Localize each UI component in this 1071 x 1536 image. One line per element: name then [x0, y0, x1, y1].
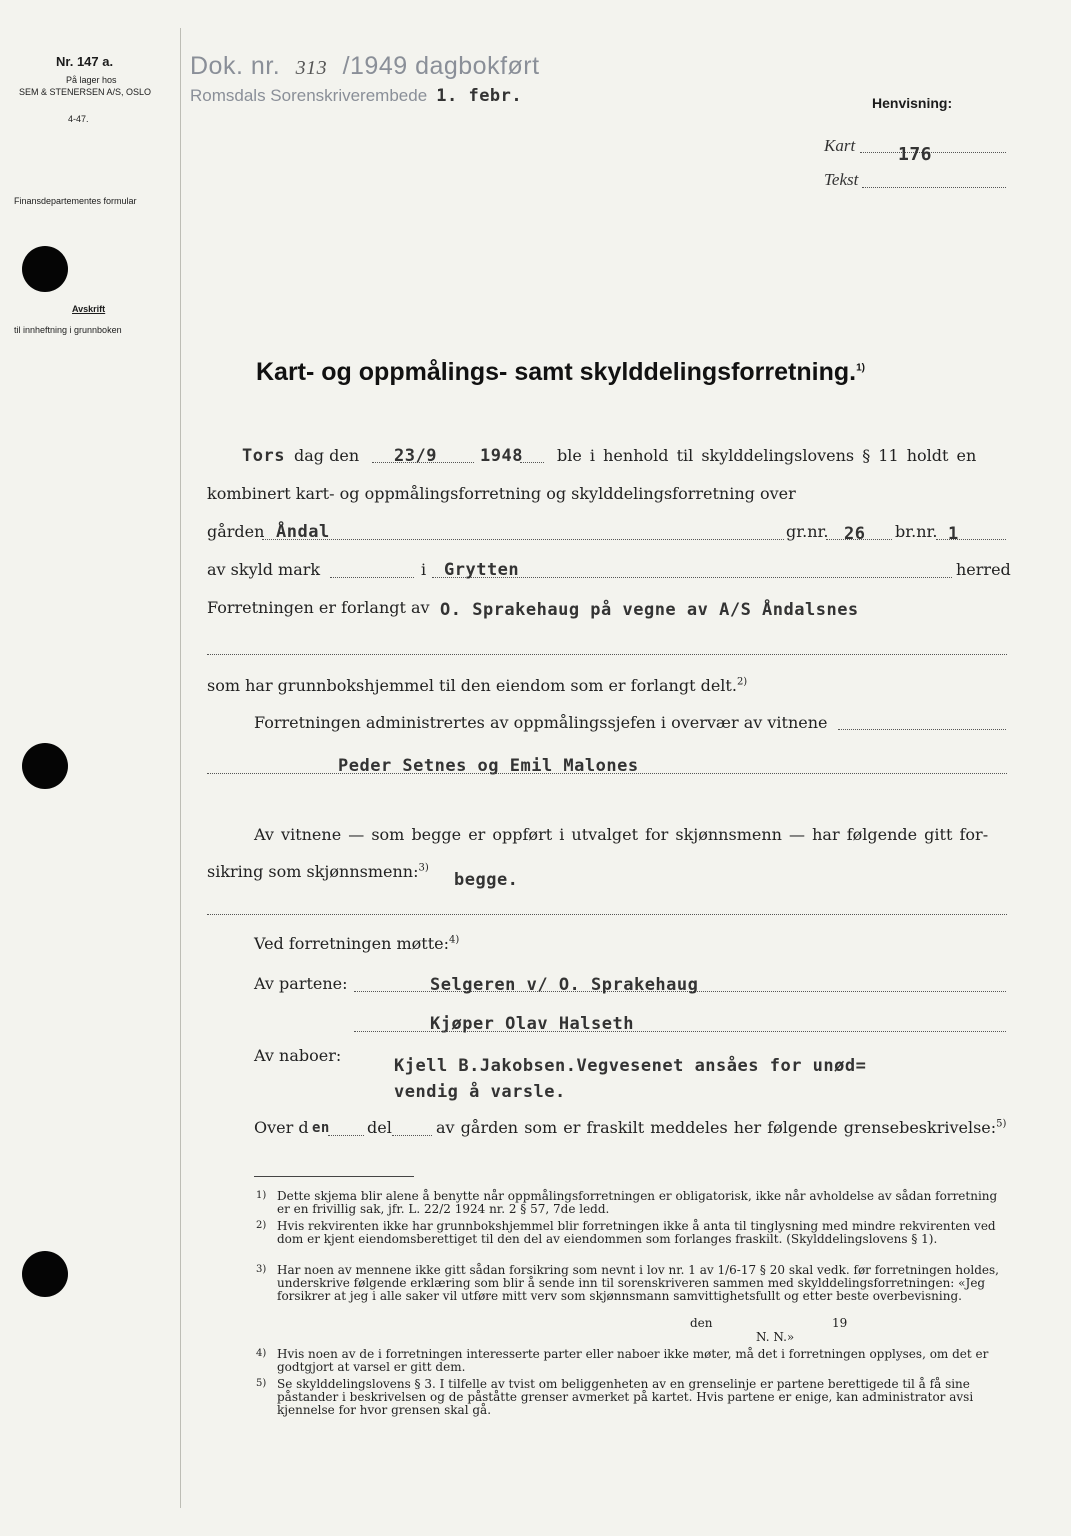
stamp-line1	[190, 52, 540, 81]
skyld-line	[330, 577, 414, 578]
naboer-value2: vendig å varsle.	[394, 1082, 566, 1102]
vitner-line2-text: sikring som skjønnsmenn:	[207, 862, 419, 881]
fn4-text: Hvis noen av de i forretningen interesserte parter eller naboer ikke møter, må det i forretningen opplyses, om det er godtgjort at varsel er gitt dem.	[277, 1347, 989, 1374]
kart-value: 176	[898, 144, 933, 165]
fn2-num: 2)	[256, 1220, 267, 1231]
grnr-label: gr.nr.	[786, 522, 829, 541]
del-label: del	[367, 1118, 392, 1137]
footnote-rule	[254, 1176, 414, 1177]
fn3-text: Har noen av mennene ikke gitt sådan forsikring som nevnt i lov nr. 1 av 1/6-17 § 20 skal vedk. før forretningen holdes, underskrive følgende erklæring som blir å sende inn til sorenskriveren sammen med skylddelingsforretningen: «Jeg forsikrer at jeg i alle saker vil utføre mitt verv som skjønnsmann samvittighetsfullt og etter beste overbevisning.	[277, 1263, 999, 1303]
stamp-doc-no: 313	[295, 57, 328, 79]
fn4-num: 4)	[256, 1348, 267, 1359]
forlangt-label: Forretningen er forlangt av	[207, 598, 430, 617]
year-line	[520, 462, 544, 463]
admin-line: Forretningen administrertes av oppmålingssjefen i overvær av vitnene	[254, 713, 828, 732]
i-label: i	[421, 560, 427, 579]
fn1-text: Dette skjema blir alene å benytte når oppmålingsforretningen er obligatorisk, ikke når avholdelse av sådan forretning er en frivillig sak, jfr. L. 22/2 1924 nr. 2 § 57, 7de ledd.	[277, 1189, 998, 1216]
naboer-value1: Kjell B.Jakobsen.Vegvesenet ansåes for unød=	[394, 1056, 867, 1076]
margin-rule	[180, 28, 181, 1508]
publisher-line2: SEM & STENERSEN A/S, OSLO	[19, 87, 152, 97]
forlangt-value: O. Sprakehaug på vegne av A/S Åndalsnes	[440, 600, 859, 620]
stamp-journal: /1949 dagbokført	[342, 52, 540, 80]
vitner-note: 3)	[418, 862, 429, 874]
naboer-label: Av naboer:	[254, 1046, 342, 1065]
herred-label: herred	[956, 560, 1011, 579]
stamp-date: 1. febr.	[436, 86, 523, 106]
fn3-nn: N. N.»	[756, 1330, 795, 1344]
brnr-label: br.nr.	[895, 522, 938, 541]
reference-heading: Henvisning:	[872, 95, 953, 111]
year-value: 1948	[480, 446, 523, 466]
avskrift-sub: til innheftning i grunnboken	[14, 325, 122, 335]
dag-den-label: dag den	[294, 446, 360, 465]
fn3-den: den	[690, 1316, 713, 1330]
over-label: Over d	[254, 1118, 309, 1137]
skyld-label: av skyld mark	[207, 560, 321, 579]
line2-text: kombinert kart- og oppmålingsforretning og skylddelingsforretning over	[207, 484, 796, 503]
fn2-text: Hvis rekvirenten ikke har grunnbokshjemmel blir forretningen ikke å anta til tinglysning med mindre rekvirenten ved dom er kjent eiendomsberettiget til den del av eiendommen som forlanges fraskilt. (Skylddelingslovens § 1).	[277, 1219, 996, 1246]
vitner-blank	[207, 914, 1007, 915]
grunnbok-text: som har grunnbokshjemmel til den eiendom som er forlangt delt.	[207, 676, 737, 695]
mote-text: Ved forretningen møtte:	[254, 934, 449, 953]
publisher-line1: På lager hos	[66, 75, 117, 85]
fn5-num: 5)	[256, 1378, 267, 1389]
fn3-num: 3)	[256, 1264, 267, 1275]
line1-rest: ble i henhold til skylddelingslovens § 11 holdt en	[557, 446, 977, 465]
date-code: 4-47.	[68, 114, 89, 124]
garden-value: Åndal	[276, 522, 330, 542]
partene-label: Av partene:	[254, 974, 348, 993]
punch-hole	[22, 743, 68, 789]
partene-value1: Selgeren v/ O. Sprakehaug	[430, 975, 699, 995]
partene-dots2	[354, 1031, 1006, 1032]
punch-hole	[22, 246, 68, 292]
over-text	[436, 1118, 1006, 1137]
tekst-label: Tekst	[824, 170, 859, 189]
form-number: Nr. 147 a.	[56, 54, 114, 69]
garden-label: gården	[207, 522, 265, 541]
mote-line	[254, 934, 459, 953]
page-title	[256, 358, 865, 387]
vitner-line2	[207, 862, 429, 881]
over-note: 5)	[996, 1118, 1007, 1130]
title-text: Kart- og oppmålings- samt skylddelingsforretning.	[256, 358, 857, 386]
vitner-value2: begge.	[454, 870, 519, 890]
vitner-value: Peder Setnes og Emil Malones	[338, 756, 639, 776]
tekst-line	[862, 187, 1006, 188]
herred-value: Grytten	[444, 560, 520, 580]
grnr-value: 26	[844, 524, 866, 544]
garden-line	[262, 539, 784, 540]
title-note: 1)	[856, 362, 865, 374]
over-dots2	[392, 1135, 432, 1136]
over-text-main: av gården som er fraskilt meddeles her følgende grensebeskrivelse:	[436, 1118, 997, 1137]
stamp-office: Romsdals Sorenskriverembede	[190, 86, 428, 105]
over-typed: en	[312, 1120, 330, 1136]
punch-hole	[22, 1251, 68, 1297]
grunnbok-note: 2)	[736, 676, 748, 688]
brnr-value: 1	[948, 524, 959, 544]
date-value: 23/9	[394, 446, 437, 466]
kart-label: Kart	[824, 136, 856, 155]
department-label: Finansdepartementes formular	[14, 196, 137, 206]
brnr-line	[936, 539, 1006, 540]
fn1-num: 1)	[256, 1190, 267, 1201]
partene-value2: Kjøper Olav Halseth	[430, 1014, 634, 1034]
fn5-text: Se skylddelingslovens § 3. I tilfelle av tvist om beliggenheten av en grenselinje er partene berettigede til å få sine påstander i beskrivelsen og de påståtte grenser avmerket på kartet. Hvis partene er enige, kan administrator avsi kjennelse for hvor grensen skal gå.	[277, 1377, 974, 1417]
vitner-dots	[207, 773, 1007, 774]
stamp-label: Dok. nr.	[190, 52, 281, 80]
vitner-line1: Av vitnene — som begge er oppført i utvalget for skjønnsmenn — har følgende gitt for-	[254, 825, 989, 844]
mote-note: 4)	[448, 934, 460, 946]
stamp-line2	[190, 86, 522, 106]
avskrift-label: Avskrift	[72, 304, 106, 314]
weekday-typed: Tors	[242, 446, 285, 466]
grunnbok-line	[207, 676, 747, 695]
kart-line	[860, 152, 1006, 153]
admin-dots	[838, 729, 1006, 730]
blank-line	[207, 654, 1007, 655]
over-dots1	[328, 1135, 364, 1136]
fn3-year: 19	[832, 1316, 848, 1330]
